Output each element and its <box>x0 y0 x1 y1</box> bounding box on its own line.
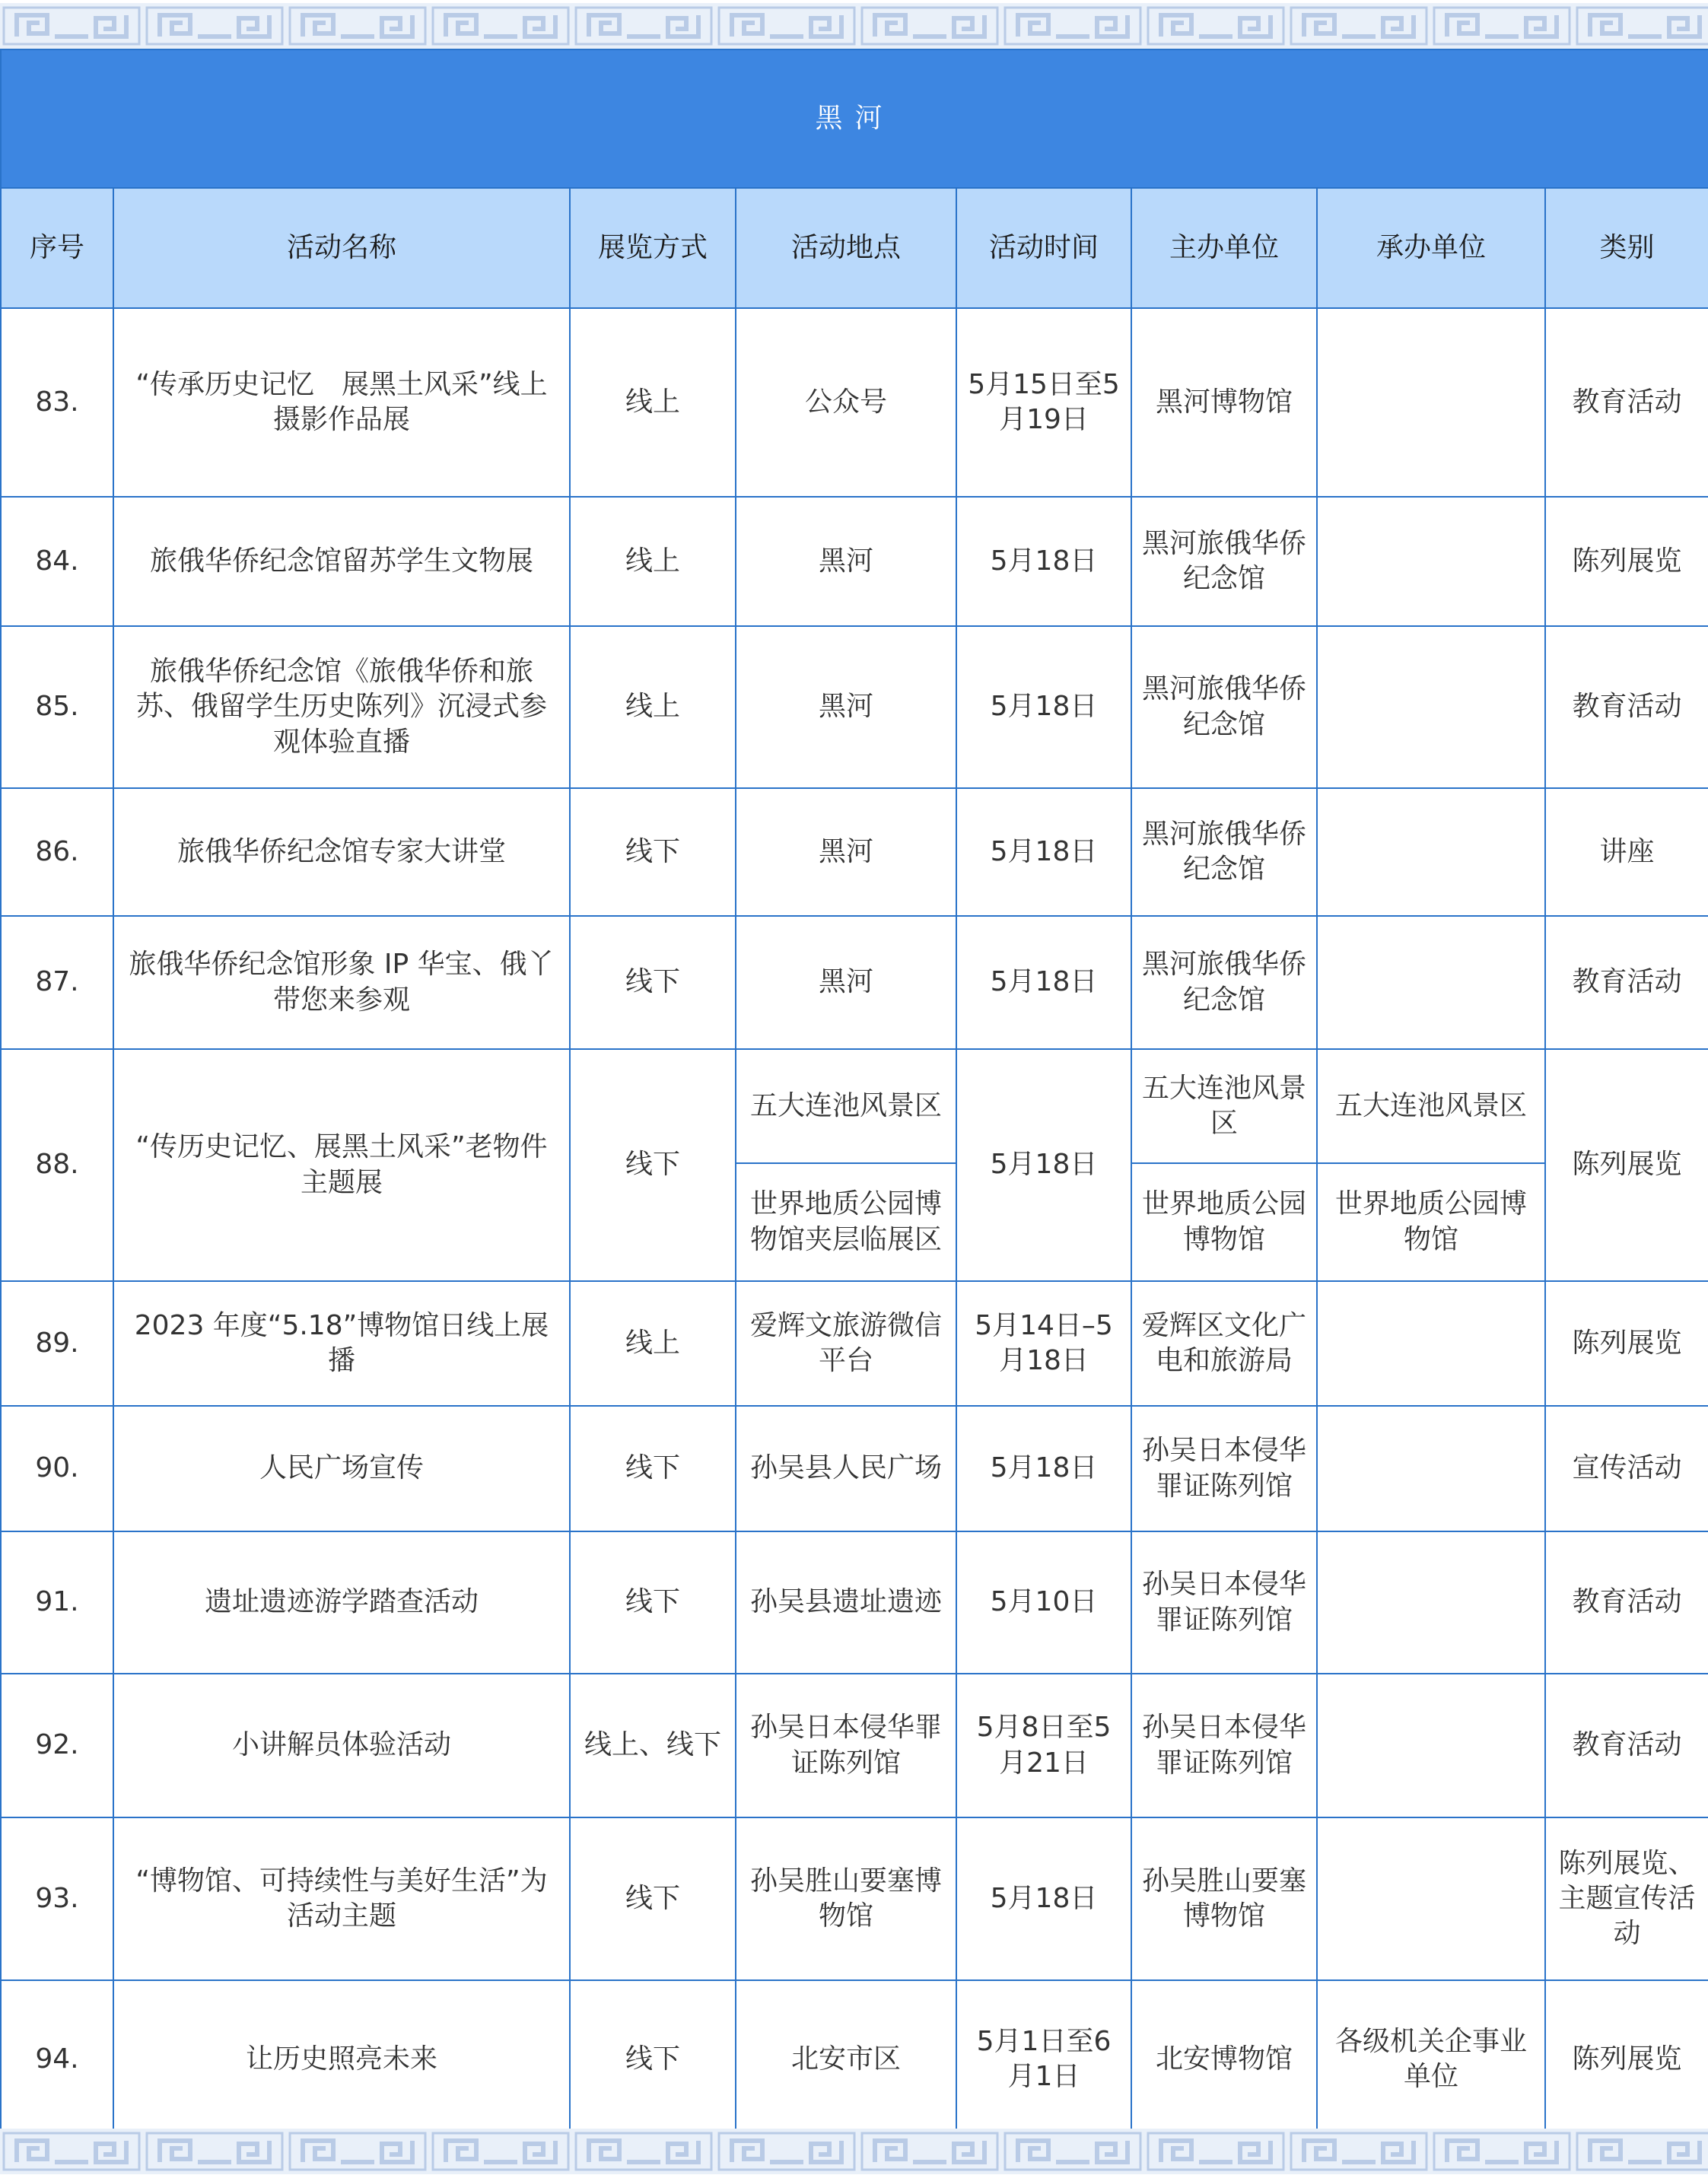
row-organizer-primary: 五大连池风景区 <box>1317 1049 1545 1163</box>
row-time: 5月14日–5月18日 <box>956 1281 1131 1406</box>
row-seq: 87. <box>1 916 113 1049</box>
row-host: 孙吴胜山要塞博物馆 <box>1131 1817 1317 1980</box>
row-mode: 线下 <box>570 916 736 1049</box>
row-name: 人民广场宣传 <box>113 1406 570 1531</box>
row-host: 孙吴日本侵华罪证陈列馆 <box>1131 1406 1317 1531</box>
row-seq: 85. <box>1 626 113 788</box>
row-name: 2023 年度“5.18”博物馆日线上展播 <box>113 1281 570 1406</box>
table-row <box>1 626 1708 788</box>
row-time: 5月10日 <box>956 1531 1131 1674</box>
row-host: 北安博物馆 <box>1131 1980 1317 2138</box>
row-category: 宣传活动 <box>1545 1406 1708 1531</box>
row-time: 5月8日至5月21日 <box>956 1674 1131 1817</box>
row-time: 5月15日至5月19日 <box>956 308 1131 497</box>
row-category: 教育活动 <box>1545 308 1708 497</box>
row-name: “博物馆、可持续性与美好生活”为活动主题 <box>113 1817 570 1980</box>
row-mode: 线下 <box>570 1980 736 2138</box>
row-place: 爱辉文旅游微信平台 <box>736 1281 956 1406</box>
row-mode: 线上 <box>570 308 736 497</box>
row-seq: 86. <box>1 788 113 916</box>
row-time: 5月18日 <box>956 626 1131 788</box>
row-category: 陈列展览 <box>1545 1980 1708 2138</box>
row-time: 5月18日 <box>956 916 1131 1049</box>
row-place: 黑河 <box>736 916 956 1049</box>
header-category: 类别 <box>1545 188 1708 308</box>
row-seq: 84. <box>1 497 113 626</box>
row-mode: 线上 <box>570 497 736 626</box>
row-host: 黑河旅俄华侨纪念馆 <box>1131 916 1317 1049</box>
row-seq: 94. <box>1 1980 113 2138</box>
row-time: 5月18日 <box>956 1406 1131 1531</box>
row-place: 黑河 <box>736 788 956 916</box>
row-category: 教育活动 <box>1545 1674 1708 1817</box>
row-organizer <box>1317 916 1545 1049</box>
row-name: 旅俄华侨纪念馆形象 IP 华宝、俄丫带您来参观 <box>113 916 570 1049</box>
row-category: 教育活动 <box>1545 916 1708 1049</box>
row-place-primary: 五大连池风景区 <box>736 1049 956 1163</box>
row-place: 孙吴县人民广场 <box>736 1406 956 1531</box>
row-host: 孙吴日本侵华罪证陈列馆 <box>1131 1674 1317 1817</box>
row-category: 讲座 <box>1545 788 1708 916</box>
row-mode: 线上 <box>570 626 736 788</box>
row-name: 旅俄华侨纪念馆《旅俄华侨和旅苏、俄留学生历史陈列》沉浸式参观体验直播 <box>113 626 570 788</box>
header-place: 活动地点 <box>736 188 956 308</box>
row-host-secondary: 世界地质公园博物馆 <box>1131 1163 1317 1281</box>
table-row <box>1 1980 1708 2138</box>
row-place: 黑河 <box>736 626 956 788</box>
header-row <box>1 188 1708 308</box>
row-time: 5月18日 <box>956 497 1131 626</box>
row-host: 黑河博物馆 <box>1131 308 1317 497</box>
row-place: 孙吴胜山要塞博物馆 <box>736 1817 956 1980</box>
row-organizer <box>1317 1674 1545 1817</box>
header-mode: 展览方式 <box>570 188 736 308</box>
row-time: 5月18日 <box>956 788 1131 916</box>
table-row <box>1 497 1708 626</box>
row-organizer <box>1317 788 1545 916</box>
row-mode: 线下 <box>570 1531 736 1674</box>
row-time: 5月1日至6月1日 <box>956 1980 1131 2138</box>
row-category: 陈列展览 <box>1545 497 1708 626</box>
table-row <box>1 916 1708 1049</box>
row-place: 北安市区 <box>736 1980 956 2138</box>
row-host: 黑河旅俄华侨纪念馆 <box>1131 788 1317 916</box>
decorative-fret-border-top <box>0 3 1708 49</box>
row-organizer <box>1317 1281 1545 1406</box>
table-row <box>1 1406 1708 1531</box>
row-host: 黑河旅俄华侨纪念馆 <box>1131 626 1317 788</box>
row-place: 孙吴日本侵华罪证陈列馆 <box>736 1674 956 1817</box>
header-seq: 序号 <box>1 188 113 308</box>
row-seq: 88. <box>1 1049 113 1281</box>
row-host: 孙吴日本侵华罪证陈列馆 <box>1131 1531 1317 1674</box>
row-organizer <box>1317 1531 1545 1674</box>
row-host: 黑河旅俄华侨纪念馆 <box>1131 497 1317 626</box>
table-row <box>1 1049 1708 1163</box>
table-row <box>1 788 1708 916</box>
row-organizer <box>1317 1817 1545 1980</box>
table-row <box>1 1674 1708 1817</box>
table-row <box>1 1281 1708 1406</box>
row-category: 陈列展览 <box>1545 1049 1708 1281</box>
row-category: 陈列展览、主题宣传活动 <box>1545 1817 1708 1980</box>
row-organizer <box>1317 626 1545 788</box>
row-mode: 线下 <box>570 1817 736 1980</box>
header-name: 活动名称 <box>113 188 570 308</box>
activity-table <box>0 49 1708 2139</box>
row-mode: 线上、线下 <box>570 1674 736 1817</box>
row-time: 5月18日 <box>956 1817 1131 1980</box>
row-seq: 93. <box>1 1817 113 1980</box>
row-mode: 线上 <box>570 1281 736 1406</box>
row-name: 遗址遗迹游学踏查活动 <box>113 1531 570 1674</box>
row-seq: 91. <box>1 1531 113 1674</box>
row-mode: 线下 <box>570 1406 736 1531</box>
header-time: 活动时间 <box>956 188 1131 308</box>
row-organizer <box>1317 497 1545 626</box>
row-place: 公众号 <box>736 308 956 497</box>
row-category: 教育活动 <box>1545 626 1708 788</box>
row-organizer-secondary: 世界地质公园博物馆 <box>1317 1163 1545 1281</box>
row-seq: 83. <box>1 308 113 497</box>
row-name: 让历史照亮未来 <box>113 1980 570 2138</box>
row-seq: 92. <box>1 1674 113 1817</box>
row-mode: 线下 <box>570 1049 736 1281</box>
row-name: 小讲解员体验活动 <box>113 1674 570 1817</box>
row-seq: 89. <box>1 1281 113 1406</box>
table-row <box>1 1817 1708 1980</box>
row-name: “传承历史记忆 展黑土风采”线上摄影作品展 <box>113 308 570 497</box>
title-row <box>1 49 1708 188</box>
row-organizer <box>1317 308 1545 497</box>
table-row <box>1 308 1708 497</box>
row-seq: 90. <box>1 1406 113 1531</box>
row-name: 旅俄华侨纪念馆专家大讲堂 <box>113 788 570 916</box>
row-host-primary: 五大连池风景区 <box>1131 1049 1317 1163</box>
row-mode: 线下 <box>570 788 736 916</box>
row-category: 教育活动 <box>1545 1531 1708 1674</box>
row-place: 孙吴县遗址遗迹 <box>736 1531 956 1674</box>
header-host: 主办单位 <box>1131 188 1317 308</box>
region-title: 黑河 <box>1 49 1708 188</box>
row-category: 陈列展览 <box>1545 1281 1708 1406</box>
row-organizer <box>1317 1406 1545 1531</box>
header-organizer: 承办单位 <box>1317 188 1545 308</box>
decorative-fret-border-bottom <box>0 2129 1708 2174</box>
row-name: 旅俄华侨纪念馆留苏学生文物展 <box>113 497 570 626</box>
row-organizer: 各级机关企事业单位 <box>1317 1980 1545 2138</box>
table-row <box>1 1531 1708 1674</box>
row-time: 5月18日 <box>956 1049 1131 1281</box>
row-name: “传历史记忆、展黑土风采”老物件主题展 <box>113 1049 570 1281</box>
row-place-secondary: 世界地质公园博物馆夹层临展区 <box>736 1163 956 1281</box>
row-host: 爱辉区文化广电和旅游局 <box>1131 1281 1317 1406</box>
row-place: 黑河 <box>736 497 956 626</box>
